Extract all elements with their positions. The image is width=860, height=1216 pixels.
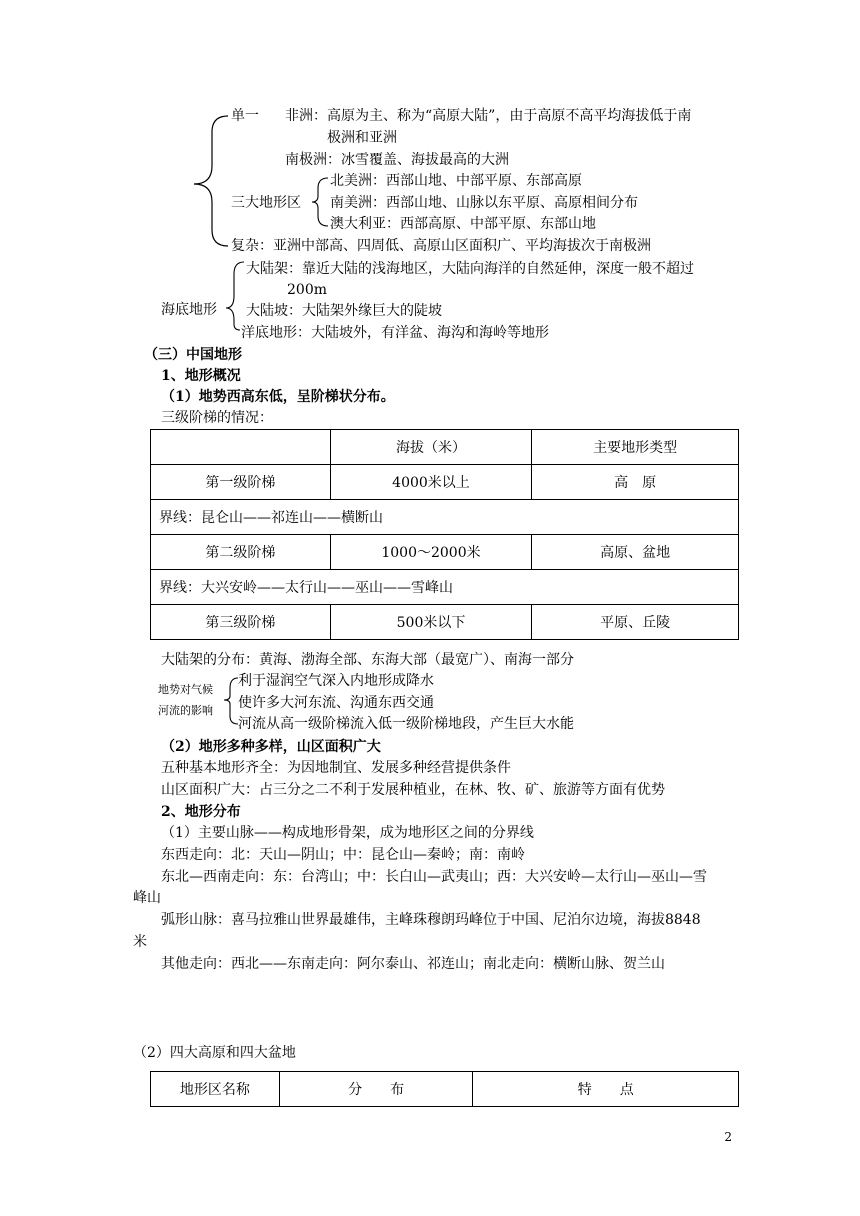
sub1-heading: 1、地形概况 xyxy=(161,368,241,384)
influence-label-1: 地势对气候 xyxy=(158,683,213,696)
table-header-elevation: 海拔（米） xyxy=(330,430,532,465)
table-header-row xyxy=(151,1072,739,1107)
east-west-text: 东西走向：北：天山—阴山；中：昆仑山—秦岭；南：南岭 xyxy=(161,847,525,863)
ladder-intro: 三级阶梯的情况： xyxy=(161,410,273,426)
three-label: 三大地形区 xyxy=(231,195,301,211)
table-header-features: 特 点 xyxy=(473,1072,739,1107)
table-row xyxy=(151,570,739,605)
south-america-text: 南美洲：西部山地、山脉以东平原、高原相间分布 xyxy=(330,195,638,211)
table-header-empty xyxy=(151,430,331,465)
point2-heading: （2）地形多种多样，山区面积广大 xyxy=(161,739,381,755)
table-header-row xyxy=(151,430,739,465)
boundary-cell: 界线：昆仑山——祁连山——横断山 xyxy=(151,500,739,535)
china-heading: （三）中国地形 xyxy=(144,347,242,363)
ocean-floor-text: 洋底地形：大陆坡外，有洋盆、海沟和海岭等地形 xyxy=(241,325,549,341)
northeast-text: 东北—西南走向：东：台湾山；中：长白山—武夷山；西：大兴安岭—太行山—巫山—雪 xyxy=(161,869,707,885)
shelf-distribution: 大陆架的分布：黄海、渤海全部、东海大部（最宽广）、南海一部分 xyxy=(161,652,574,668)
influence-item-3: 河流从高一级阶梯流入低一级阶梯地段，产生巨大水能 xyxy=(238,716,574,732)
influence-item-1: 利于湿润空气深入内地形成降水 xyxy=(238,673,434,689)
plateaus-heading: （2）四大高原和四大盆地 xyxy=(133,1045,296,1061)
table-cell: 第一级阶梯 xyxy=(151,465,331,500)
africa-text: 非洲：高原为主、称为“高原大陆”，由于高原不高平均海拔低于南 xyxy=(285,108,692,124)
table-row xyxy=(151,535,739,570)
page-number: 2 xyxy=(724,1130,732,1144)
arc-text: 弧形山脉：喜马拉雅山世界最雄伟，主峰珠穆朗玛峰位于中国、尼泊尔边境，海拔8848 xyxy=(161,912,701,928)
africa-text-cont: 极洲和亚洲 xyxy=(327,130,397,146)
north-america-text: 北美洲：西部山地、中部平原、东部高原 xyxy=(330,173,582,189)
table-header-type: 主要地形类型 xyxy=(532,430,739,465)
table-header-name: 地形区名称 xyxy=(151,1072,280,1107)
influence-item-2: 使许多大河东流、沟通东西交通 xyxy=(238,695,434,711)
influence-label-2: 河流的影响 xyxy=(158,704,213,717)
table-row xyxy=(151,605,739,640)
antarctica-text: 南极洲：冰雪覆盖、海拔最高的大洲 xyxy=(285,152,509,168)
shelf-text-cont: 200m xyxy=(287,282,327,298)
seabed-label: 海底地形 xyxy=(161,302,217,318)
ladder-table xyxy=(150,429,739,640)
table-cell: 4000米以上 xyxy=(330,465,532,500)
table-row xyxy=(151,465,739,500)
five-types-text: 五种基本地形齐全：为因地制宜、发展多种经营提供条件 xyxy=(161,760,511,776)
other-text: 其他走向：西北——东南走向：阿尔泰山、祁连山；南北走向：横断山脉、贺兰山 xyxy=(161,956,665,972)
shelf-text: 大陆架：靠近大陆的浅海地区，大陆向海洋的自然延伸，深度一般不超过 xyxy=(246,261,694,277)
boundary-cell: 界线：大兴安岭——太行山——巫山——雪峰山 xyxy=(151,570,739,605)
single-label: 单一 xyxy=(231,108,259,124)
australia-text: 澳大利亚：西部高原、中部平原、东部山地 xyxy=(330,216,596,232)
arc-text-cont: 米 xyxy=(133,934,147,950)
table-cell: 1000～2000米 xyxy=(330,535,532,570)
complex-text: 复杂：亚洲中部高、四周低、高原山区面积广、平均海拔次于南极洲 xyxy=(231,238,651,254)
table-row xyxy=(151,500,739,535)
table-cell: 第二级阶梯 xyxy=(151,535,331,570)
sub2-heading: 2、地形分布 xyxy=(161,804,241,820)
slope-text: 大陆坡：大陆架外缘巨大的陡坡 xyxy=(246,303,442,319)
plateaus-table xyxy=(150,1071,739,1107)
table-cell: 高原、盆地 xyxy=(532,535,739,570)
mountain-area-text: 山区面积广大：占三分之二不利于发展种植业，在林、牧、矿、旅游等方面有优势 xyxy=(161,782,665,798)
northeast-text-cont: 峰山 xyxy=(133,890,161,906)
point1-heading: （1）地势西高东低，呈阶梯状分布。 xyxy=(161,389,395,405)
mountains-intro: （1）主要山脉——构成地形骨架，成为地形区之间的分界线 xyxy=(161,825,534,841)
table-cell: 平原、丘陵 xyxy=(532,605,739,640)
table-cell: 第三级阶梯 xyxy=(151,605,331,640)
table-header-distribution: 分 布 xyxy=(279,1072,473,1107)
table-cell: 500米以下 xyxy=(330,605,532,640)
table-cell: 高 原 xyxy=(532,465,739,500)
